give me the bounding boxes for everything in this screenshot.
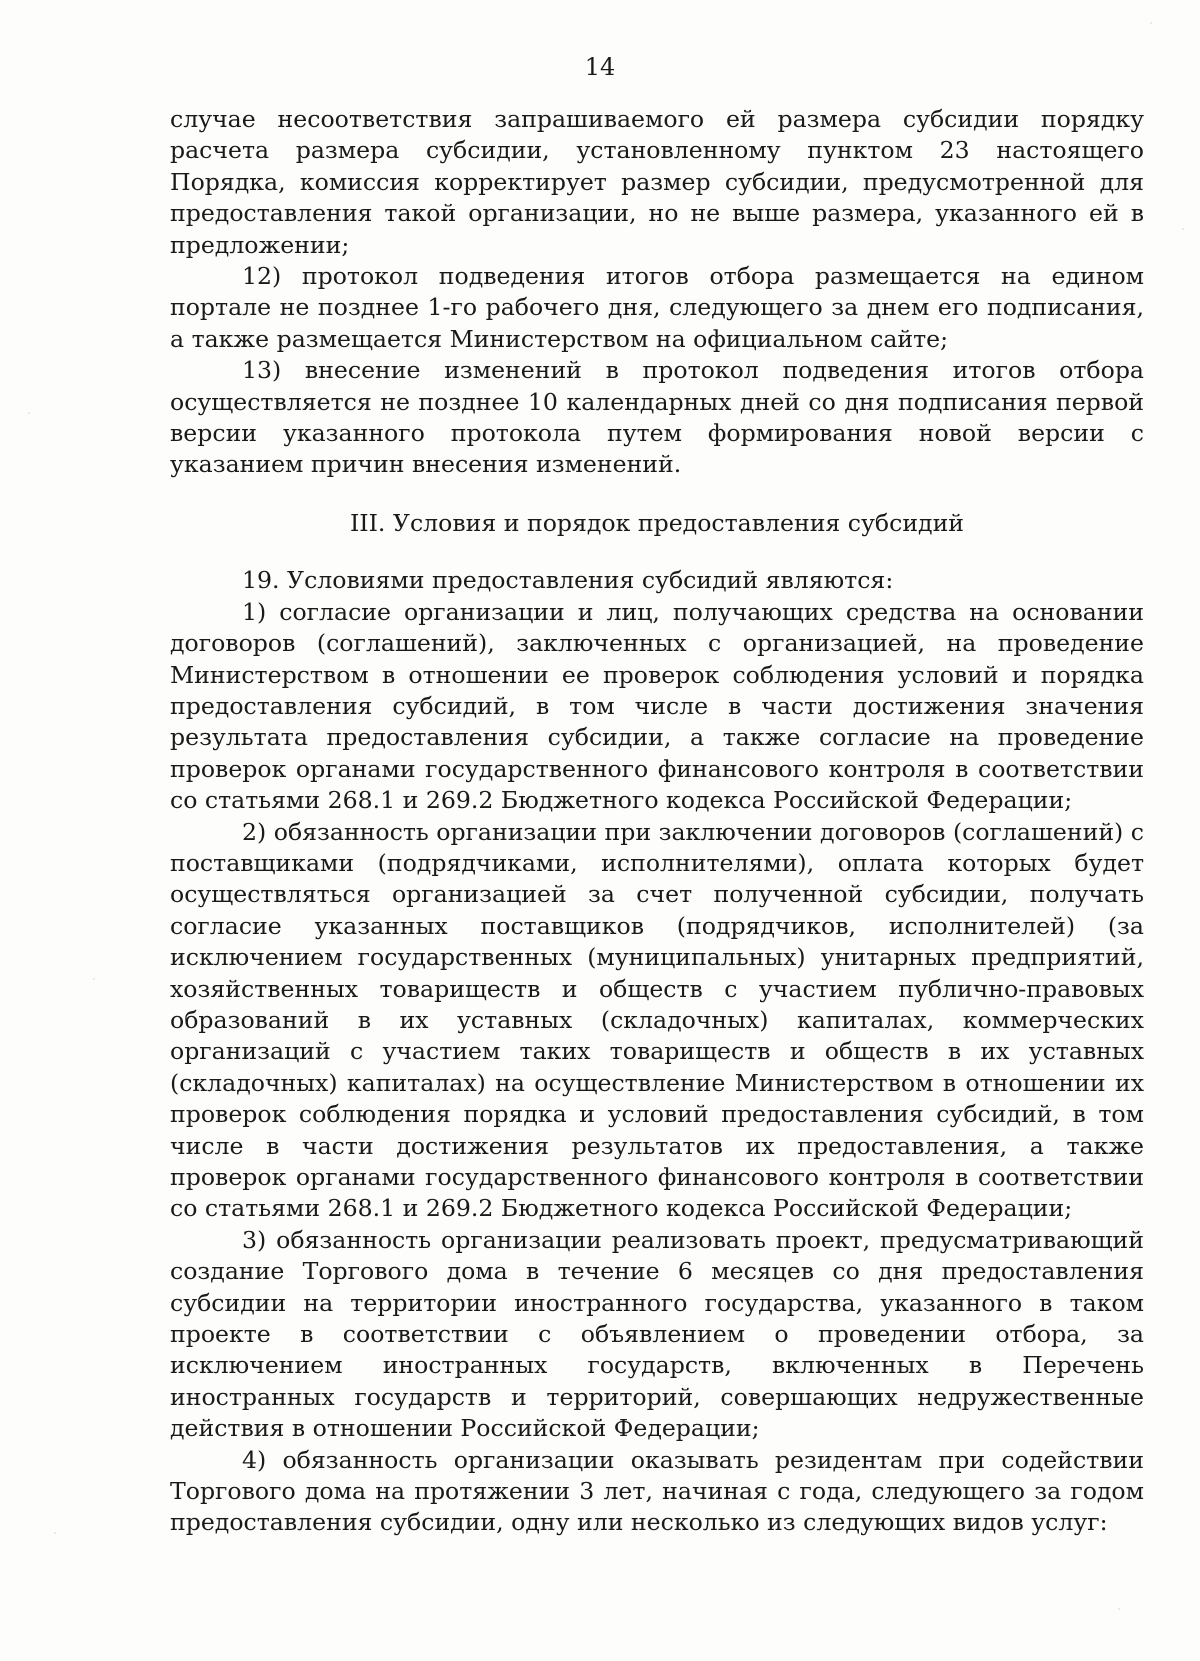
- paragraph-continuation: случае несоответствия запрашиваемого ей размера субсидии порядку расчета размера субсидии, установленному пунктом 23 настоящего Порядка, комиссия корректирует размер субсидии, предусмотренной для предоставления такой организации, но не выше размера, указанного ей в предложении;: [170, 105, 1144, 259]
- paragraph-item-2: 2) обязанность организации при заключении договоров (соглашений) с поставщиками (подрядчиками, исполнителями), оплата которых будет осуществляться организацией за счет полученной субсидии, получать согласие указанных поставщиков (подрядчиков, исполнителей) (за исключением государственных (муниципальных) унитарных предприятий, хозяйственных товариществ и обществ с участием публично-правовых образований в их уставных (складочных) капиталах, коммерческих организаций с участием таких товариществ и обществ в их уставных (складочных) капиталах) на осуществление Министерством в отношении их проверок соблюдения порядка и условий предоставления субсидий, в том числе в части достижения результатов их предоставления, а также проверок органами государственного финансового контроля в соответствии со статьями 268.1 и 269.2 Бюджетного кодекса Российской Федерации;: [170, 817, 1144, 1223]
- section-heading: III. Условия и порядок предоставления субсидий: [349, 508, 965, 537]
- paragraph-item-13: 13) внесение изменений в протокол подведения итогов отбора осуществляется не позднее 10 календарных дней со дня подписания первой версии указанного протокола путем формирования новой версии с указанием причин внесения изменений.: [170, 356, 1144, 479]
- scan-speck: [28, 412, 30, 414]
- scan-speck: [1182, 228, 1184, 230]
- scan-speck: [1150, 22, 1152, 24]
- scan-speck: [1118, 1608, 1120, 1610]
- paragraph-clause-19: 19. Условиями предоставления субсидий являются:: [242, 566, 894, 595]
- paragraph-item-1: 1) согласие организации и лиц, получающих средства на основании договоров (соглашений), заключенных с организацией, на проведение Министерством в отношении ее проверок соблюдения условий и порядка предоставления субсидий, в том числе в части достижения значения результата предоставления субсидии, а также согласие на проведение проверок органами государственного финансового контроля в соответствии со статьями 268.1 и 269.2 Бюджетного кодекса Российской Федерации;: [170, 597, 1144, 815]
- paragraph-item-3: 3) обязанность организации реализовать проект, предусматривающий создание Торгового дома в течение 6 месяцев со дня предоставления субсидии на территории иностранного государства, указанного в таком проекте в соответствии с объявлением о проведении отбора, за исключением иностранных государств, включенных в Перечень иностранных государств и территорий, совершающих недружественные действия в отношении Российской Федерации;: [170, 1225, 1144, 1443]
- document-body: [170, 104, 1144, 1539]
- scan-speck: [93, 978, 95, 980]
- page-number: 14: [584, 53, 616, 81]
- paragraph-item-12: 12) протокол подведения итогов отбора размещается на едином портале не позднее 1-го рабочего дня, следующего за днем его подписания, а также размещается Министерством на официальном сайте;: [170, 262, 1144, 353]
- scan-speck: [54, 1532, 56, 1534]
- paragraph-item-4: 4) обязанность организации оказывать резидентам при содействии Торгового дома на протяжении 3 лет, начиная с года, следующего за годом предоставления субсидии, одну или несколько из следующих видов услуг:: [170, 1445, 1144, 1537]
